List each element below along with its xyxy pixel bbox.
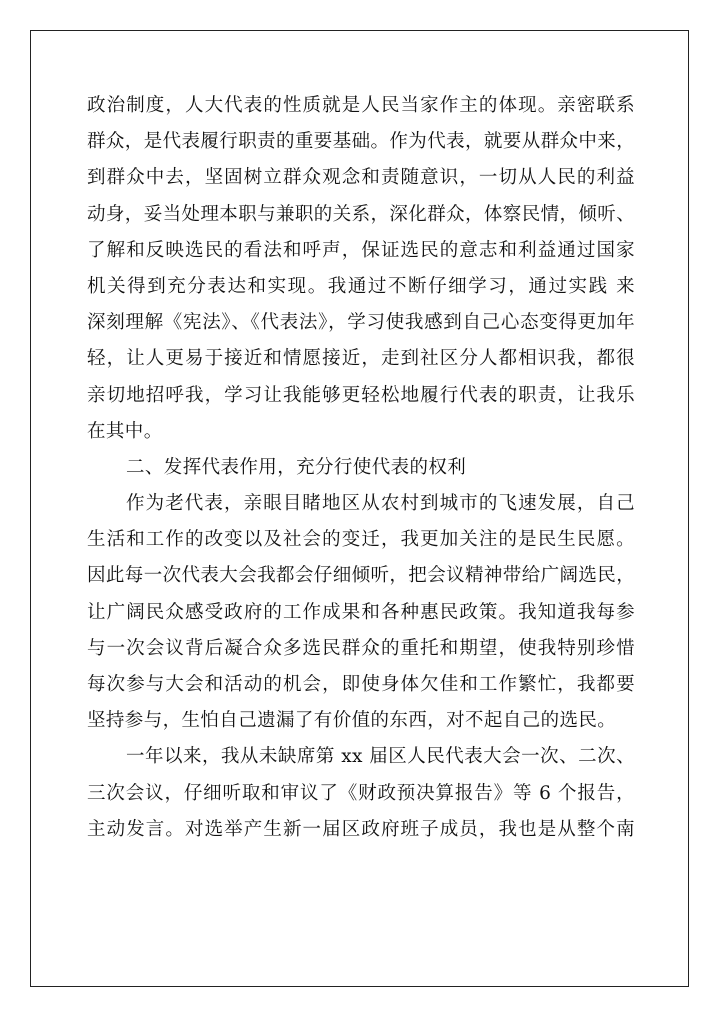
body-line: 动身，妥当处理本职与兼职的关系，深化群众，体察民情，倾听、 — [87, 203, 636, 225]
document-body — [87, 88, 635, 848]
body-line: 了解和反映选民的看法和呼声，保证选民的意志和利益通过国家 — [87, 239, 635, 261]
body-line: 到群众中去，坚固树立群众观念和责随意识，一切从人民的利益 — [87, 167, 635, 189]
body-line: 三次会议，仔细听取和审议了《财政预决算报告》等 6 个报告， — [87, 782, 635, 804]
body-line: 机关得到充分表达和实现。我通过不断仔细学习，通过实践 来 — [87, 275, 635, 297]
body-line: 一年以来，我从未缺席第 xx 届区人民代表大会一次、二次、 — [126, 746, 635, 768]
body-line: 主动发言。对选举产生新一届区政府班子成员，我也是从整个南 — [87, 818, 635, 840]
section-heading: 二、发挥代表作用，充分行使代表的权利 — [126, 456, 467, 478]
body-line: 深刻理解《宪法》、《代表法》，学习使我感到自己心态变得更加年 — [87, 312, 635, 334]
body-line: 每次参与大会和活动的机会，即使身体欠佳和工作繁忙，我都要 — [87, 674, 635, 695]
body-line: 与一次会议背后凝合众多选民群众的重托和期望，使我特别珍惜 — [87, 637, 635, 659]
body-line: 因此每一次代表大会我都会仔细倾听，把会议精神带给广阔选民， — [87, 565, 636, 587]
body-line: 政治制度，人大代表的性质就是人民当家作主的体现。亲密联系 — [87, 95, 635, 116]
body-line: 群众，是代表履行职责的重要基础。作为代表，就要从群众中来， — [87, 131, 636, 153]
body-line: 生活和工作的改变以及社会的变迁，我更加关注的是民生民愿。 — [87, 529, 635, 551]
body-line: 亲切地招呼我，学习让我能够更轻松地履行代表的职责，让我乐 — [87, 384, 635, 406]
body-line: 在其中。 — [87, 420, 163, 442]
body-line: 坚持参与，生怕自己遗漏了有价值的东西，对不起自己的选民。 — [87, 710, 617, 732]
body-line: 作为老代表，亲眼目睹地区从农村到城市的飞速发展，自己 — [126, 493, 635, 515]
body-line: 轻，让人更易于接近和情愿接近，走到社区分人都相识我，都很 — [87, 348, 635, 370]
body-line: 让广阔民众感受政府的工作成果和各种惠民政策。我知道我每参 — [87, 601, 635, 623]
